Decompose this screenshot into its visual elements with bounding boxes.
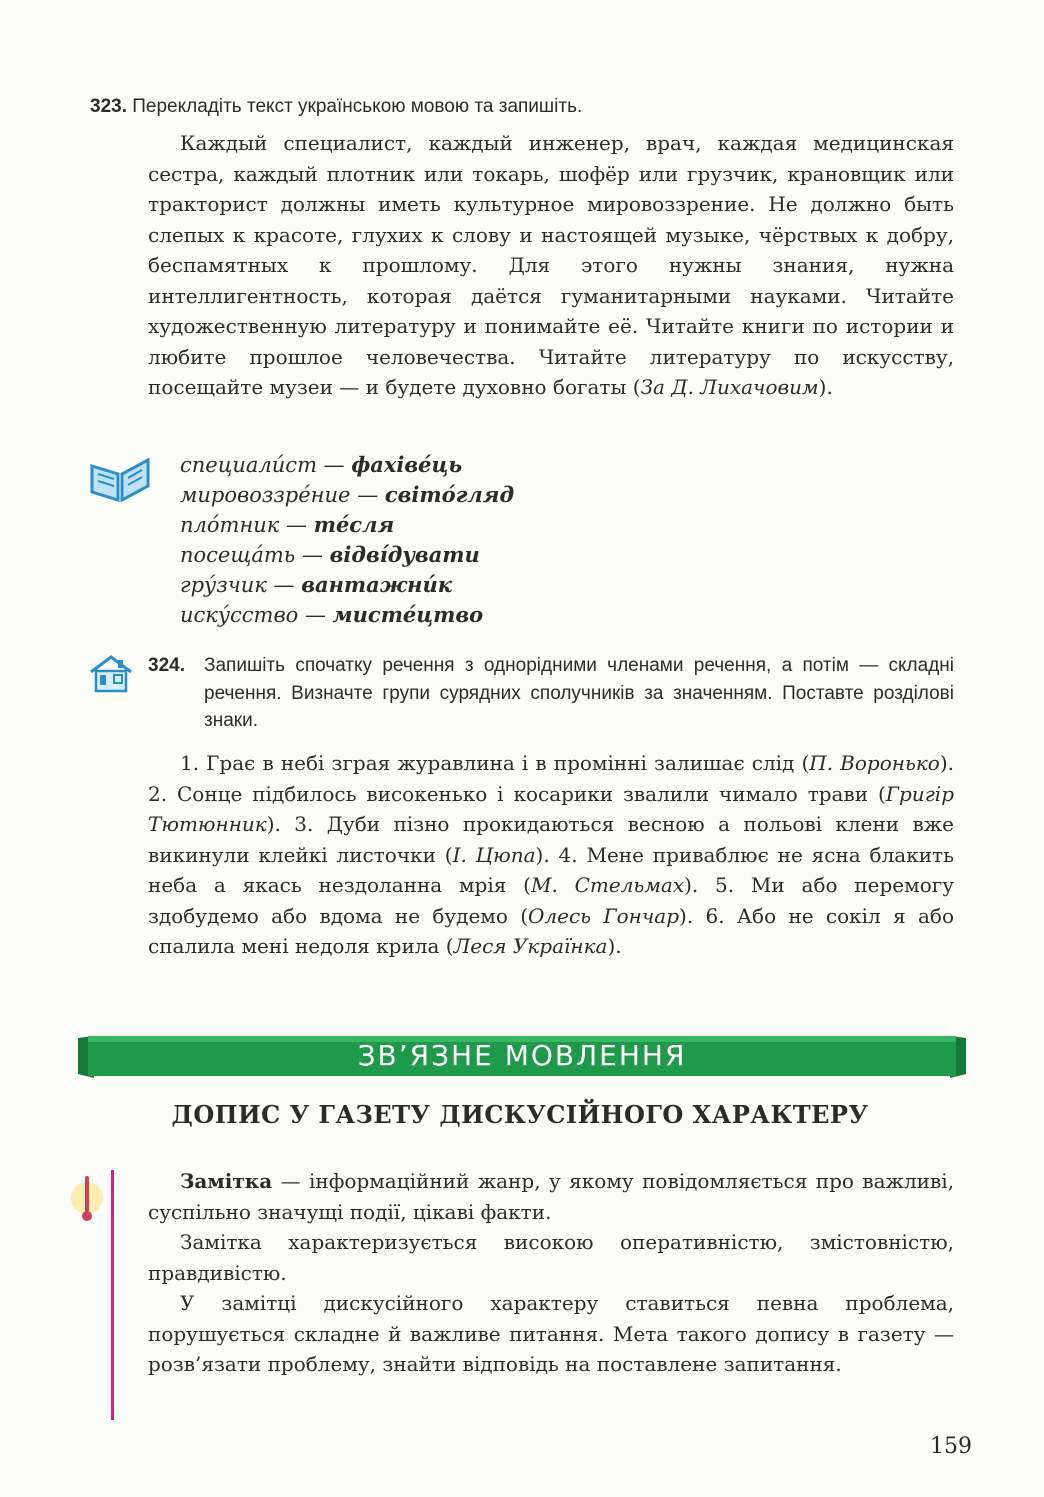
homework-house-icon: [88, 654, 134, 694]
exercise-instruction: Запишіть спочатку речення з однорідними членами речення, а потім — складні речення. Визначте групи сурядних сполучників за значенням. Поставте розділові знаки.: [204, 655, 954, 731]
vocab-item: пло́тник — те́сля: [180, 512, 395, 537]
page-number: 159: [930, 1434, 972, 1459]
section-title: ДОПИС У ГАЗЕТУ ДИСКУСІЙНОГО ХАРАКТЕРУ: [171, 1100, 869, 1129]
russian-text: Каждый специалист, каждый инженер, врач, каждая медицинская сестра, каждый плотник или токарь, шофёр или грузчик, крановщик или тракторист должны иметь культурное мировоззрение. Не должно быть слепых к красоте, глухих к слову и настоящей музыке, чёрствых к добру, беспамятных к прошлому. Для этого нужны знания, нужна интеллигентность, которая даётся гуманитарными науками. Читайте художественную литературу и понимайте её. Читайте книги по истории и любите прошлое человечества. Читайте литературу по искусству, посещайте музеи — и будете духовно богаты (: [148, 131, 954, 399]
exercise-324-header: [148, 652, 954, 735]
book-icon: [88, 456, 152, 502]
banner-title: ЗВ’ЯЗНЕ МОВЛЕННЯ: [357, 1039, 687, 1072]
vocab-item: мировоззре́ние — світо́гляд: [180, 482, 515, 507]
rule-accent-bar: [111, 1170, 114, 1420]
exercise-instruction: Перекладіть текст українською мовою та запишіть.: [132, 96, 583, 117]
vocab-item: иску́сство — мисте́цтво: [180, 602, 484, 627]
exercise-323-header: [90, 92, 960, 122]
vocabulary-list: [180, 450, 514, 630]
exercise-number: 323.: [90, 96, 127, 117]
exercise-323-text: Каждый специалист, каждый инженер, врач, каждая медицинская сестра, каждый плотник или токарь, шофёр или грузчик, крановщик или тракторист должны иметь культурное мировоззрение. Не должно быть слепых к красоте, глухих к слову и настоящей музыке, чёрствых к добру, беспамятных к прошлому. Для этого нужны знания, нужна интеллигентность, которая даётся гуманитарными науками. Читайте художественную литературу и понимайте её. Читайте книги по истории и любите прошлое человечества. Читайте литературу по искусству, посещайте музеи — и будете духовно богаты (За Д. Лихачовим).: [148, 131, 954, 399]
exercise-number: 324.: [148, 655, 185, 676]
vocab-item: посеща́ть — відві́дувати: [180, 542, 480, 567]
rule-paragraph: Замітка характеризується високою оперативністю, змістовністю, правдивістю.: [148, 1230, 954, 1285]
important-rule-icon: [70, 1168, 104, 1228]
rule-term: Замітка: [180, 1169, 273, 1193]
exercise-324-text: 1. Грає в небі зграя журавлина і в промінні залишає слід (П. Воронько). 2. Сонце підбилось високенько і косарики звалили чимало трави (Григір Тютюнник). 3. Дуби пізно прокидаються весною а польові клени вже викинули клейкі листочки (І. Цюпа). 4. Мене приваблює не ясна блакить неба а якась нездоланна мрія (М. Стельмах). 5. Ми або перемогу здобудемо або вдома не будемо (Олесь Гончар). 6. Або не сокіл я або спалила мені недоля крила (Леся Українка).: [148, 751, 955, 958]
text-source: За Д. Лихачовим: [640, 375, 819, 399]
rule-text: Замітка — інформаційний жанр, у якому повідомляється про важливі, суспільно значущі події, цікаві факти. Замітка характеризується високою оперативністю, змістовністю, правдивістю. У замітці дискусійного характеру ставиться певна проблема, порушується складне й важливе питання. Мета такого допису в газету — розв’язати проблему, знайти відповідь на поставлене запитання.: [148, 1166, 954, 1380]
rule-paragraph: У замітці дискусійного характеру ставиться певна проблема, порушується складне й важливе питання. Мета такого допису в газету — розв’язати проблему, знайти відповідь на поставлене запитання.: [148, 1291, 954, 1376]
vocab-item: гру́зчик — вантажни́к: [180, 572, 452, 597]
vocab-item: специали́ст — фахіве́ць: [180, 452, 463, 477]
